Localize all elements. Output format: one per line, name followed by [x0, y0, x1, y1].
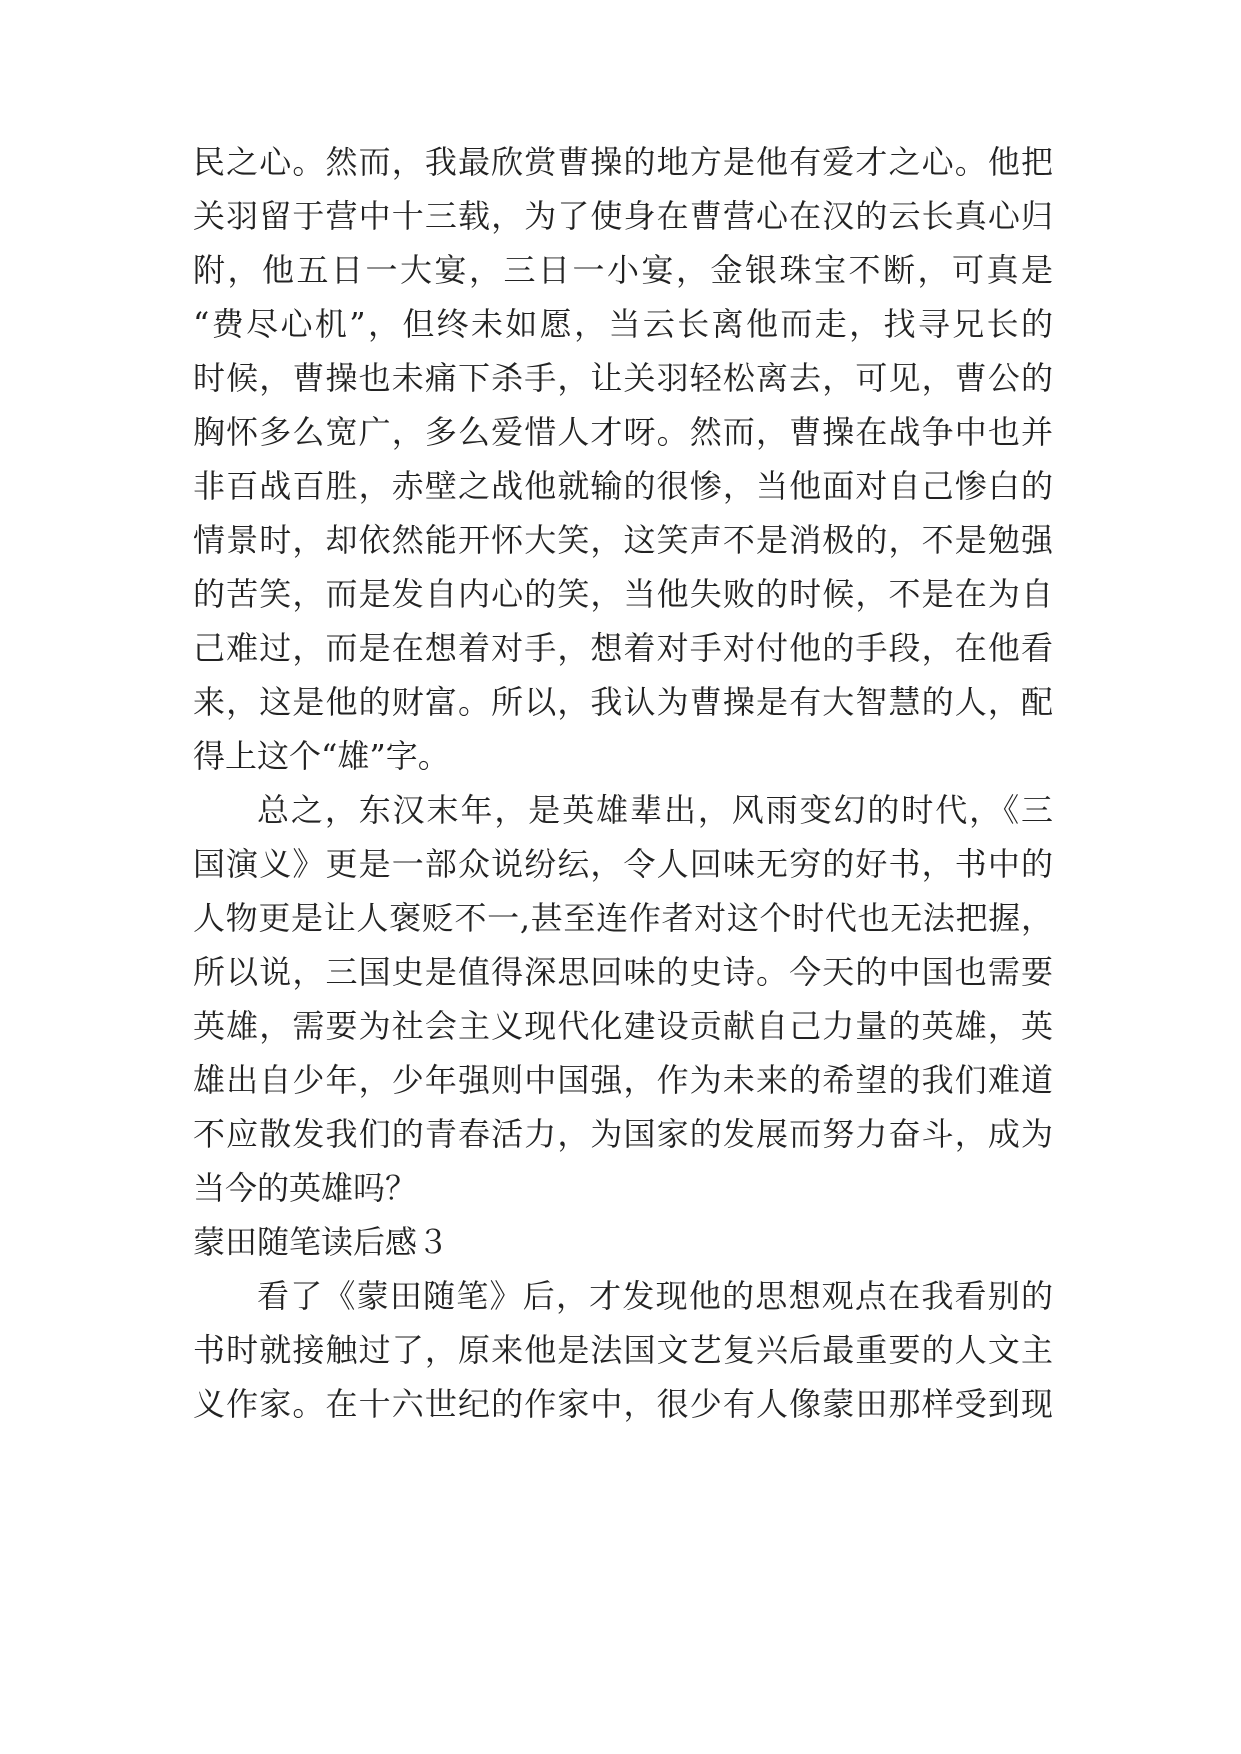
- text-line: 时候，曹操也未痛下杀手，让关羽轻松离去，可见，曹公的: [193, 359, 1053, 397]
- text-line: 当今的英雄吗？: [193, 1169, 418, 1207]
- text-line: “费尽心机”，但终未如愿，当云长离他而走，找寻兄长的: [193, 305, 1053, 343]
- text-line: 来，这是他的财富。所以，我认为曹操是有大智慧的人，配: [193, 683, 1053, 721]
- text-line: 所以说，三国史是值得深思回味的史诗。今天的中国也需要: [193, 953, 1053, 991]
- text-line: 书时就接触过了，原来他是法国文艺复兴后最重要的人文主: [193, 1331, 1053, 1369]
- text-line: 人物更是让人褒贬不一,甚至连作者对这个时代也无法把握，: [193, 899, 1053, 937]
- section-heading: 蒙田随笔读后感３: [193, 1223, 450, 1261]
- text-line: 己难过，而是在想着对手，想着对手对付他的手段，在他看: [193, 629, 1053, 667]
- text-line: 义作家。在十六世纪的作家中，很少有人像蒙田那样受到现: [193, 1385, 1053, 1423]
- text-line: 非百战百胜，赤壁之战他就输的很惨，当他面对自己惨白的: [193, 467, 1053, 505]
- text-line: 国演义》更是一部众说纷纭，令人回味无穷的好书，书中的: [193, 845, 1053, 883]
- text-line: 得上这个“雄”字。: [193, 737, 450, 775]
- text-line: 不应散发我们的青春活力，为国家的发展而努力奋斗，成为: [193, 1115, 1053, 1153]
- text-line: 民之心。然而，我最欣赏曹操的地方是他有爱才之心。他把: [193, 143, 1053, 181]
- text-line: 雄出自少年，少年强则中国强，作为未来的希望的我们难道: [193, 1061, 1053, 1099]
- text-line: 英雄，需要为社会主义现代化建设贡献自己力量的英雄，英: [193, 1007, 1053, 1045]
- paragraph-first-line: 总之，东汉末年，是英雄辈出，风雨变幻的时代，《三: [257, 791, 1053, 829]
- paragraph-first-line: 看了《蒙田随笔》后，才发现他的思想观点在我看别的: [257, 1277, 1053, 1315]
- text-line: 关羽留于营中十三载，为了使身在曹营心在汉的云长真心归: [193, 197, 1053, 235]
- text-line: 的苦笑，而是发自内心的笑，当他失败的时候，不是在为自: [193, 575, 1053, 613]
- text-line: 附，他五日一大宴，三日一小宴，金银珠宝不断，可真是: [193, 251, 1053, 289]
- text-line: 情景时，却依然能开怀大笑，这笑声不是消极的，不是勉强: [193, 521, 1053, 559]
- text-line: 胸怀多么宽广，多么爱惜人才呀。然而，曹操在战争中也并: [193, 413, 1053, 451]
